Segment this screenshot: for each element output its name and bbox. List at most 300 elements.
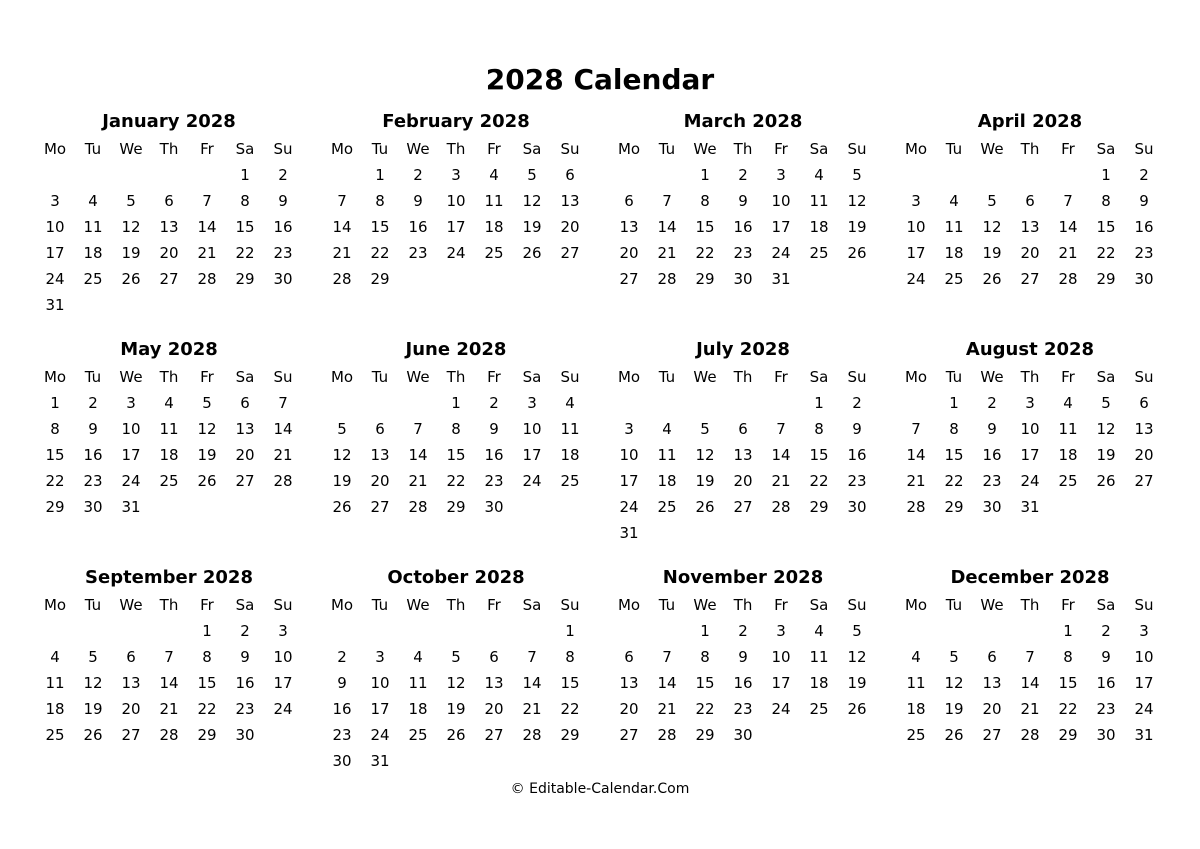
weekday-header: Fr (774, 140, 788, 158)
weekday-header: Fr (487, 140, 501, 158)
weekday-header: Fr (1061, 140, 1075, 158)
day-cell: 21 (906, 472, 926, 490)
day-cell: 20 (121, 700, 141, 718)
day-cell: 13 (1134, 420, 1154, 438)
empty-cell (74, 618, 112, 644)
empty-cell (973, 618, 1011, 644)
empty-cell (36, 162, 74, 188)
weekday-header: Su (560, 140, 580, 158)
day-cell: 1 (451, 394, 461, 412)
day-cell: 21 (1020, 700, 1040, 718)
day-cell: 23 (982, 472, 1002, 490)
day-cell: 21 (197, 244, 217, 262)
day-cell: 18 (809, 218, 829, 236)
day-cell: 1 (565, 622, 575, 640)
empty-cell (648, 618, 686, 644)
day-cell: 27 (1134, 472, 1154, 490)
day-cell: 22 (235, 244, 255, 262)
day-cell: 2 (489, 394, 499, 412)
weekday-header: Mo (330, 596, 354, 614)
day-cell: 25 (560, 472, 580, 490)
day-cell: 6 (1025, 192, 1035, 210)
day-cell: 28 (332, 270, 352, 288)
month-title: March 2028 (683, 111, 803, 132)
day-cell: 15 (1096, 218, 1116, 236)
weekday-header: Mo (617, 140, 641, 158)
day-cell: 15 (695, 674, 715, 692)
day-grid (610, 592, 876, 748)
day-cell: 25 (657, 498, 677, 516)
day-cell: 7 (776, 420, 786, 438)
day-cell: 21 (332, 244, 352, 262)
weekday-header: Tu (84, 596, 102, 614)
day-cell: 4 (164, 394, 174, 412)
weekday-header: Su (273, 368, 293, 386)
day-cell: 11 (560, 420, 580, 438)
empty-cell (897, 390, 935, 416)
day-cell: 15 (370, 218, 390, 236)
day-cell: 31 (1134, 726, 1154, 744)
weekday-header: Sa (809, 596, 829, 614)
empty-cell (361, 618, 399, 644)
month-block (610, 108, 876, 316)
day-cell: 22 (370, 244, 390, 262)
day-cell: 13 (235, 420, 255, 438)
day-cell: 23 (1134, 244, 1154, 262)
weekday-header: Su (560, 596, 580, 614)
empty-cell (112, 162, 150, 188)
day-cell: 17 (771, 218, 791, 236)
day-cell: 6 (987, 648, 997, 666)
day-cell: 18 (83, 244, 103, 262)
day-cell: 27 (484, 726, 504, 744)
day-cell: 25 (1058, 472, 1078, 490)
day-cell: 29 (1096, 270, 1116, 288)
day-cell: 3 (278, 622, 288, 640)
day-cell: 29 (235, 270, 255, 288)
day-cell: 21 (1058, 244, 1078, 262)
day-cell: 12 (982, 218, 1002, 236)
day-cell: 4 (413, 648, 423, 666)
day-cell: 15 (695, 218, 715, 236)
weekday-header: Th (1020, 368, 1040, 386)
day-cell: 10 (619, 446, 639, 464)
day-cell: 19 (446, 700, 466, 718)
day-grid (897, 592, 1163, 748)
empty-cell (36, 618, 74, 644)
day-cell: 21 (408, 472, 428, 490)
day-cell: 20 (1134, 446, 1154, 464)
day-cell: 18 (906, 700, 926, 718)
weekday-header: Mo (904, 140, 928, 158)
day-cell: 30 (733, 270, 753, 288)
day-cell: 6 (126, 648, 136, 666)
day-cell: 12 (332, 446, 352, 464)
day-cell: 2 (88, 394, 98, 412)
day-cell: 9 (278, 192, 288, 210)
day-cell: 14 (273, 420, 293, 438)
day-cell: 27 (370, 498, 390, 516)
day-cell: 22 (1058, 700, 1078, 718)
day-cell: 30 (847, 498, 867, 516)
day-cell: 13 (121, 674, 141, 692)
weekday-header: Mo (330, 368, 354, 386)
day-cell: 14 (657, 218, 677, 236)
day-cell: 14 (771, 446, 791, 464)
day-cell: 12 (695, 446, 715, 464)
day-cell: 20 (619, 700, 639, 718)
weekday-header: Tu (371, 140, 389, 158)
weekday-header: Sa (235, 140, 255, 158)
day-cell: 29 (45, 498, 65, 516)
day-cell: 4 (50, 648, 60, 666)
day-cell: 18 (408, 700, 428, 718)
day-cell: 6 (738, 420, 748, 438)
empty-cell (74, 162, 112, 188)
day-grid (323, 592, 589, 774)
day-cell: 4 (662, 420, 672, 438)
day-cell: 24 (45, 270, 65, 288)
weekday-header: Su (847, 140, 867, 158)
weekday-header: Mo (43, 140, 67, 158)
day-cell: 5 (337, 420, 347, 438)
day-cell: 31 (45, 296, 65, 314)
day-cell: 25 (809, 700, 829, 718)
day-cell: 31 (370, 752, 390, 770)
month-block (323, 564, 589, 772)
weekday-header: Th (159, 140, 179, 158)
month-title: July 2028 (696, 339, 790, 360)
day-grid (36, 592, 302, 748)
day-cell: 15 (45, 446, 65, 464)
day-cell: 9 (987, 420, 997, 438)
weekday-header: Th (1020, 140, 1040, 158)
day-cell: 15 (560, 674, 580, 692)
day-cell: 10 (771, 648, 791, 666)
day-cell: 24 (121, 472, 141, 490)
weekday-header: Sa (522, 140, 542, 158)
day-cell: 11 (45, 674, 65, 692)
day-cell: 1 (375, 166, 385, 184)
day-cell: 2 (240, 622, 250, 640)
day-cell: 14 (159, 674, 179, 692)
day-cell: 2 (738, 166, 748, 184)
day-cell: 4 (565, 394, 575, 412)
weekday-header: Sa (1096, 596, 1116, 614)
weekday-header: Tu (945, 140, 963, 158)
day-cell: 19 (944, 700, 964, 718)
day-cell: 26 (121, 270, 141, 288)
day-cell: 27 (235, 472, 255, 490)
day-cell: 2 (1139, 166, 1149, 184)
day-cell: 24 (771, 700, 791, 718)
day-cell: 8 (565, 648, 575, 666)
weekday-header: Fr (1061, 596, 1075, 614)
weekday-header: Fr (487, 368, 501, 386)
day-cell: 30 (83, 498, 103, 516)
day-cell: 6 (1139, 394, 1149, 412)
day-cell: 26 (332, 498, 352, 516)
day-cell: 1 (1063, 622, 1073, 640)
day-cell: 8 (814, 420, 824, 438)
day-cell: 4 (949, 192, 959, 210)
weekday-header: Su (1134, 596, 1154, 614)
day-cell: 8 (700, 192, 710, 210)
weekday-header: Tu (658, 140, 676, 158)
empty-cell (724, 390, 762, 416)
day-cell: 23 (733, 700, 753, 718)
day-cell: 5 (852, 622, 862, 640)
day-cell: 29 (809, 498, 829, 516)
weekday-header: Fr (774, 368, 788, 386)
day-cell: 11 (408, 674, 428, 692)
day-cell: 4 (88, 192, 98, 210)
day-cell: 29 (695, 726, 715, 744)
day-cell: 7 (1063, 192, 1073, 210)
day-cell: 9 (413, 192, 423, 210)
day-cell: 1 (202, 622, 212, 640)
empty-cell (610, 162, 648, 188)
day-cell: 30 (332, 752, 352, 770)
day-cell: 11 (83, 218, 103, 236)
weekday-header: We (980, 140, 1004, 158)
weekday-header: Tu (945, 596, 963, 614)
day-cell: 28 (159, 726, 179, 744)
weekday-header: We (980, 368, 1004, 386)
day-cell: 4 (814, 622, 824, 640)
day-cell: 1 (700, 166, 710, 184)
empty-cell (973, 162, 1011, 188)
day-cell: 5 (527, 166, 537, 184)
day-cell: 3 (1025, 394, 1035, 412)
day-cell: 26 (944, 726, 964, 744)
day-cell: 7 (413, 420, 423, 438)
weekday-header: Su (847, 596, 867, 614)
weekday-header: Tu (371, 596, 389, 614)
empty-cell (935, 618, 973, 644)
day-cell: 15 (446, 446, 466, 464)
empty-cell (648, 390, 686, 416)
day-cell: 22 (560, 700, 580, 718)
day-cell: 10 (273, 648, 293, 666)
day-cell: 17 (1020, 446, 1040, 464)
day-cell: 19 (121, 244, 141, 262)
weekday-header: Su (273, 596, 293, 614)
weekday-header: Tu (658, 368, 676, 386)
month-block (897, 336, 1163, 544)
weekday-header: We (119, 596, 143, 614)
day-cell: 9 (240, 648, 250, 666)
day-cell: 25 (408, 726, 428, 744)
day-cell: 10 (121, 420, 141, 438)
weekday-header: Fr (200, 140, 214, 158)
day-cell: 27 (1020, 270, 1040, 288)
month-block (323, 108, 589, 316)
day-cell: 15 (235, 218, 255, 236)
month-block (610, 336, 876, 544)
day-cell: 21 (657, 244, 677, 262)
day-cell: 30 (1134, 270, 1154, 288)
day-cell: 8 (202, 648, 212, 666)
day-cell: 19 (847, 674, 867, 692)
day-cell: 19 (197, 446, 217, 464)
month-grid (36, 108, 1172, 772)
day-cell: 19 (522, 218, 542, 236)
day-cell: 6 (240, 394, 250, 412)
weekday-header: Th (733, 368, 753, 386)
day-cell: 23 (273, 244, 293, 262)
day-cell: 23 (332, 726, 352, 744)
day-cell: 22 (944, 472, 964, 490)
day-cell: 12 (847, 648, 867, 666)
day-cell: 14 (197, 218, 217, 236)
day-cell: 20 (370, 472, 390, 490)
weekday-header: Th (446, 140, 466, 158)
day-cell: 17 (121, 446, 141, 464)
day-cell: 5 (949, 648, 959, 666)
day-cell: 24 (522, 472, 542, 490)
day-cell: 6 (624, 192, 634, 210)
day-grid (323, 136, 589, 292)
empty-cell (323, 162, 361, 188)
day-cell: 24 (273, 700, 293, 718)
day-cell: 25 (944, 270, 964, 288)
day-cell: 8 (50, 420, 60, 438)
day-cell: 22 (695, 244, 715, 262)
weekday-header: Sa (809, 140, 829, 158)
weekday-header: Th (1020, 596, 1040, 614)
day-cell: 20 (1020, 244, 1040, 262)
weekday-header: Th (733, 140, 753, 158)
day-cell: 21 (273, 446, 293, 464)
empty-cell (610, 390, 648, 416)
day-cell: 12 (446, 674, 466, 692)
day-cell: 7 (202, 192, 212, 210)
day-cell: 11 (809, 648, 829, 666)
day-cell: 18 (657, 472, 677, 490)
weekday-header: Su (1134, 140, 1154, 158)
day-cell: 11 (159, 420, 179, 438)
day-grid (36, 364, 302, 520)
day-cell: 1 (1101, 166, 1111, 184)
day-cell: 26 (847, 244, 867, 262)
month-title: May 2028 (120, 339, 218, 360)
weekday-header: Sa (809, 368, 829, 386)
day-cell: 17 (370, 700, 390, 718)
day-cell: 9 (852, 420, 862, 438)
day-cell: 7 (662, 192, 672, 210)
day-cell: 7 (1025, 648, 1035, 666)
day-cell: 10 (446, 192, 466, 210)
day-cell: 29 (370, 270, 390, 288)
day-cell: 25 (484, 244, 504, 262)
day-cell: 10 (771, 192, 791, 210)
day-cell: 18 (484, 218, 504, 236)
weekday-header: Sa (522, 596, 542, 614)
day-cell: 30 (484, 498, 504, 516)
weekday-header: Fr (200, 368, 214, 386)
day-cell: 14 (1020, 674, 1040, 692)
day-cell: 7 (337, 192, 347, 210)
month-title: June 2028 (405, 339, 507, 360)
day-cell: 20 (982, 700, 1002, 718)
day-cell: 31 (121, 498, 141, 516)
day-cell: 18 (809, 674, 829, 692)
day-cell: 9 (1139, 192, 1149, 210)
empty-cell (399, 390, 437, 416)
day-cell: 9 (1101, 648, 1111, 666)
day-cell: 10 (370, 674, 390, 692)
day-cell: 9 (489, 420, 499, 438)
weekday-header: Th (159, 596, 179, 614)
day-cell: 8 (375, 192, 385, 210)
day-cell: 14 (332, 218, 352, 236)
weekday-header: Tu (371, 368, 389, 386)
day-cell: 20 (159, 244, 179, 262)
empty-cell (399, 618, 437, 644)
day-cell: 23 (1096, 700, 1116, 718)
empty-cell (323, 618, 361, 644)
day-cell: 3 (375, 648, 385, 666)
day-cell: 24 (1134, 700, 1154, 718)
day-cell: 13 (733, 446, 753, 464)
weekday-header: Tu (945, 368, 963, 386)
day-cell: 31 (771, 270, 791, 288)
day-cell: 1 (240, 166, 250, 184)
day-cell: 18 (944, 244, 964, 262)
day-cell: 22 (809, 472, 829, 490)
month-title: February 2028 (382, 111, 530, 132)
day-cell: 16 (484, 446, 504, 464)
day-cell: 16 (847, 446, 867, 464)
day-cell: 6 (565, 166, 575, 184)
day-cell: 16 (235, 674, 255, 692)
day-cell: 23 (235, 700, 255, 718)
day-cell: 11 (944, 218, 964, 236)
weekday-header: Mo (904, 596, 928, 614)
day-cell: 4 (911, 648, 921, 666)
weekday-header: Fr (774, 596, 788, 614)
day-cell: 31 (619, 524, 639, 542)
weekday-header: Sa (235, 368, 255, 386)
day-cell: 25 (906, 726, 926, 744)
weekday-header: Su (560, 368, 580, 386)
day-cell: 9 (337, 674, 347, 692)
day-cell: 21 (657, 700, 677, 718)
day-cell: 7 (527, 648, 537, 666)
day-cell: 5 (987, 192, 997, 210)
empty-cell (648, 162, 686, 188)
day-cell: 18 (45, 700, 65, 718)
day-cell: 26 (83, 726, 103, 744)
weekday-header: Su (1134, 368, 1154, 386)
day-cell: 3 (1139, 622, 1149, 640)
day-cell: 13 (1020, 218, 1040, 236)
weekday-header: Fr (487, 596, 501, 614)
day-cell: 7 (278, 394, 288, 412)
month-title: November 2028 (662, 567, 824, 588)
day-cell: 24 (370, 726, 390, 744)
month-title: October 2028 (387, 567, 525, 588)
day-cell: 2 (987, 394, 997, 412)
empty-cell (437, 618, 475, 644)
day-cell: 19 (332, 472, 352, 490)
day-cell: 26 (446, 726, 466, 744)
day-cell: 28 (273, 472, 293, 490)
day-cell: 2 (278, 166, 288, 184)
empty-cell (686, 390, 724, 416)
day-cell: 12 (944, 674, 964, 692)
